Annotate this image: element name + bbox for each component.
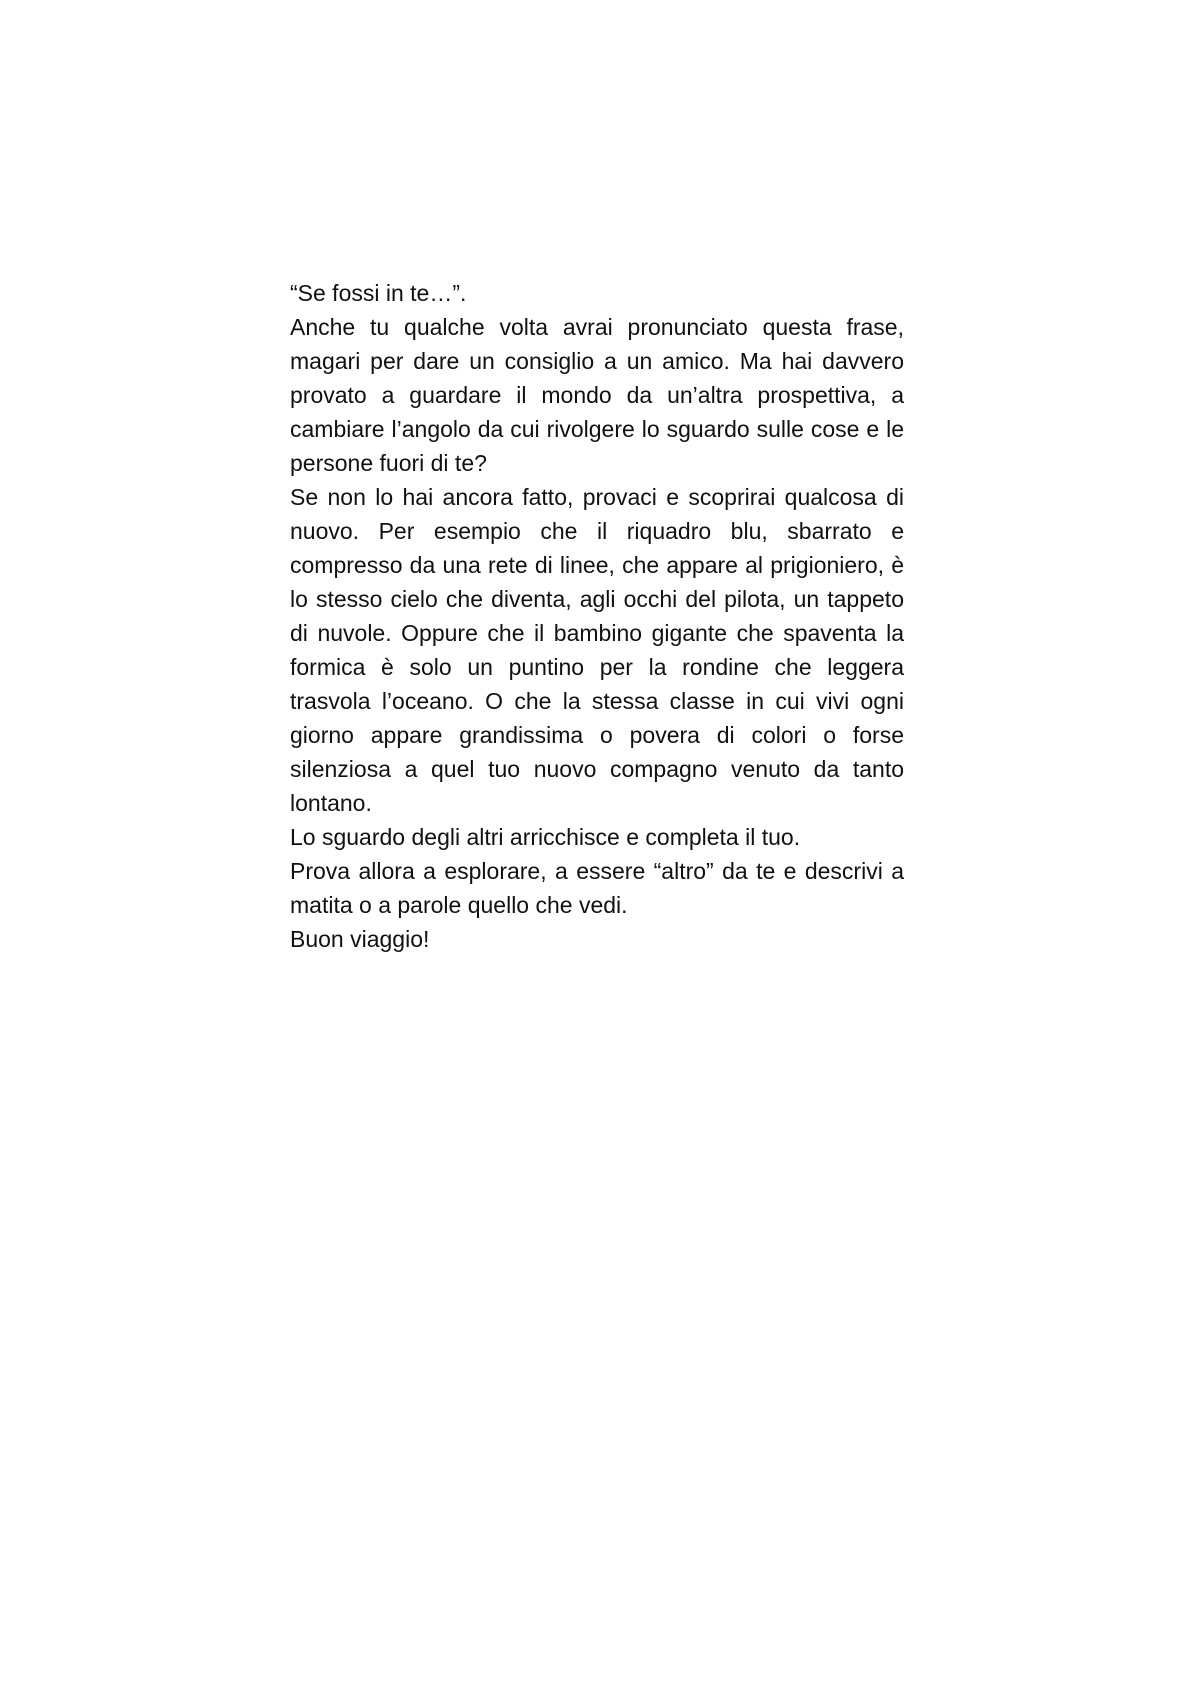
body-text xyxy=(290,276,904,956)
paragraph-examples: Se non lo hai ancora fatto, provaci e scoprirai qualcosa di nuovo. Per esempio che il riquadro blu, sbarrato e compresso da una rete di linee, che appare al prigioniero, è lo stesso cielo che diventa, agli occhi del pilota, un tappeto di nuvole. Oppure che il bambino gigante che spaventa la formica è solo un puntino per la rondine che leggera trasvola l’oceano. O che la stessa classe in cui vivi ogni giorno appare grandissima o povera di colori o forse silenziosa a quel tuo nuovo compagno venuto da tanto lontano. xyxy=(290,484,904,816)
paragraph-explore: Prova allora a esplorare, a essere “altro” da te e descrivi a matita o a parole quello che vedi. xyxy=(290,858,904,918)
paragraph-perspective: Anche tu qualche volta avrai pronunciato questa frase, magari per dare un consiglio a un amico. Ma hai davvero provato a guardare il mondo da un’altra prospettiva, a cambiare l’angolo da cui rivolgere lo sguardo sulle cose e le persone fuori di te? xyxy=(290,314,904,476)
paragraph-others-gaze: Lo sguardo degli altri arricchisce e completa il tuo. xyxy=(290,824,801,850)
paragraph-closing: Buon viaggio! xyxy=(290,926,430,952)
paragraph-opening-quote: “Se fossi in te…”. xyxy=(290,280,467,306)
